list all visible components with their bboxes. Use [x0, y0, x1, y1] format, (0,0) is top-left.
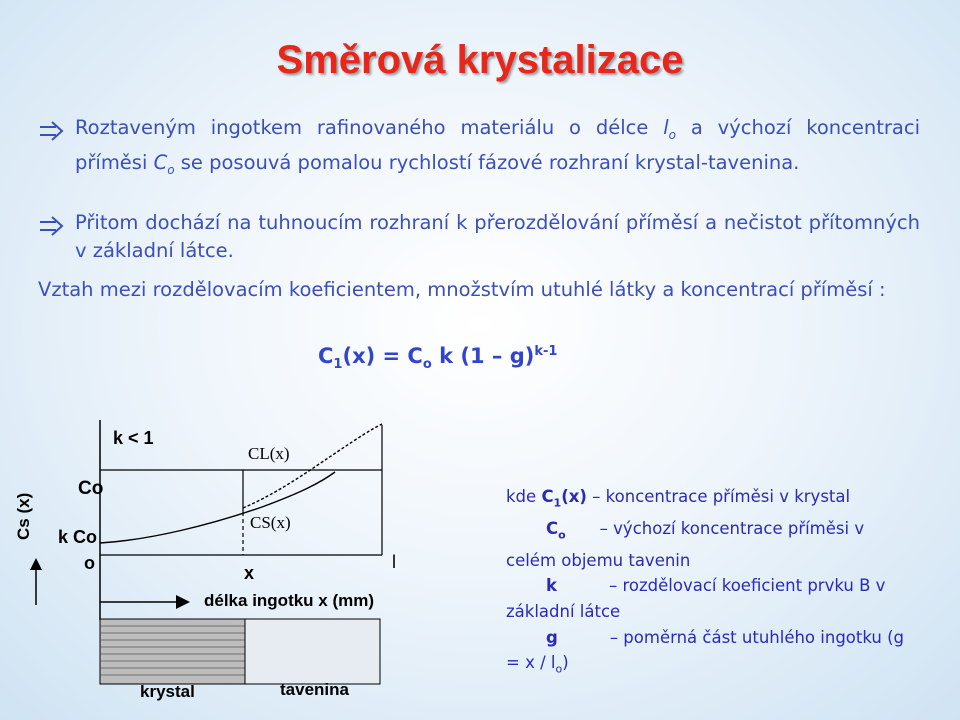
legend-c1: kde $C_1(x)$ – koncentrace příměsi v krystal: [506, 487, 851, 510]
relation-text: Vztah mezi rozdělovacím koeficientem, množstvím utuhlé látky a koncentrací příměsí :: [38, 278, 886, 301]
cl-label: CL(x): [248, 444, 290, 463]
k-label: k < 1: [113, 428, 154, 448]
cs-label: CS(x): [250, 513, 291, 532]
bullet-1: Roztaveným ingotkem rafinovaného materiálu o délce $l_o$ a výchozí koncentraci příměsi $C_o$ se posouvá pomalou rychlostí fázové rozhraní krystal-tavenina.: [75, 116, 920, 177]
melt-label: tavenina: [280, 680, 349, 699]
kco-label: k Co: [58, 527, 98, 547]
legend-k: k – rozdělovací koeficient prvku B v základní látce: [506, 576, 886, 621]
formula: $C_1(x) = C_o$ k (1 – g)$^{k-1}$: [318, 344, 558, 373]
double-arrow-icon: [38, 120, 64, 142]
slide-title: Směrová krystalizace: [276, 38, 684, 82]
double-arrow-icon: [38, 215, 64, 237]
x-label: x: [244, 563, 255, 583]
legend-co: $C_o$ – výchozí koncentrace příměsi v celém objemu tavenin: [506, 518, 865, 570]
length-label: délka ingotku x (mm): [204, 591, 375, 610]
legend: [506, 484, 918, 682]
axis-label: Cs (x): [14, 492, 33, 540]
co-label: Co: [78, 478, 104, 499]
origin-label: o: [84, 553, 95, 573]
l-label: l: [392, 552, 396, 572]
legend-g: g – poměrná část utuhlého ingotku $(g = x / l_o)$: [506, 627, 905, 676]
bullet-2: Přitom dochází na tuhnoucím rozhraní k přerozdělování příměsí a nečistot přítomných v základní látce.: [75, 211, 920, 262]
crystal-label: krystal: [140, 682, 195, 701]
